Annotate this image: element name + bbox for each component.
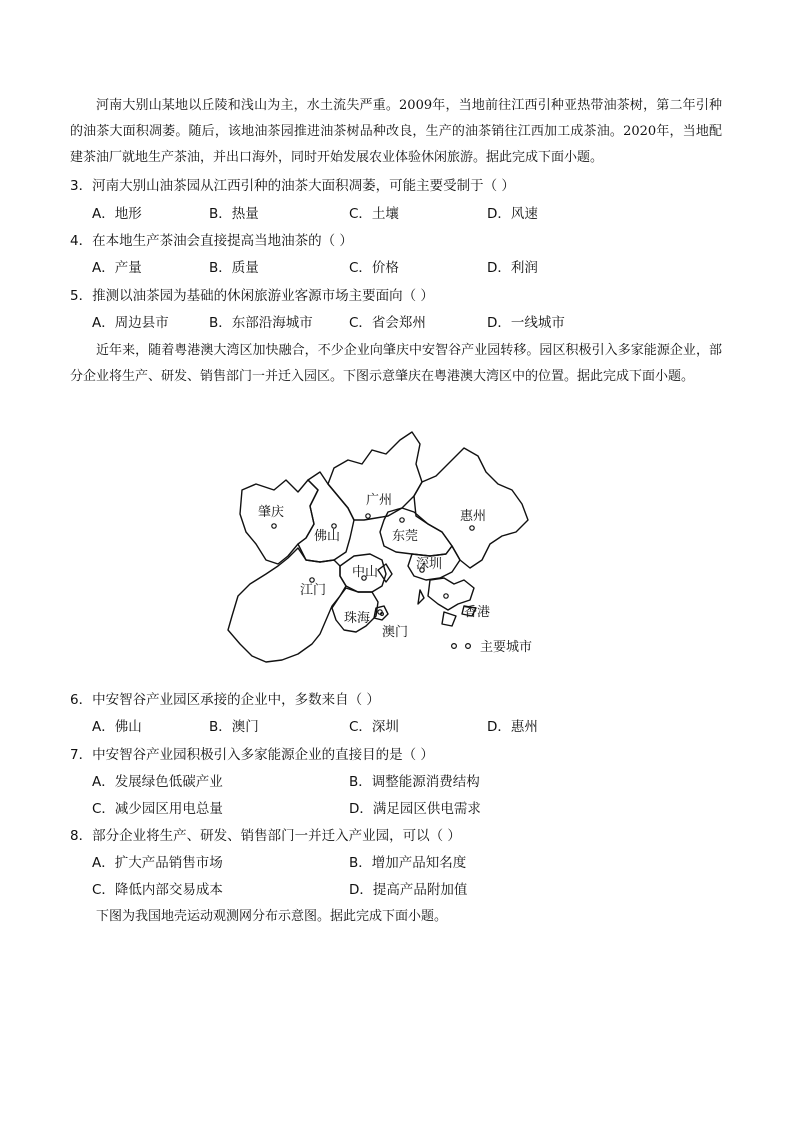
label-macau: 澳门 [382,625,409,640]
q6-option-b[interactable]: B．澳门 [209,719,259,735]
q8-option-b[interactable]: B．增加产品知名度 [349,855,467,871]
q3-option-a[interactable]: A．地形 [92,206,142,222]
passage-crustal-network: 下图为我国地壳运动观测网分布示意图。据此完成下面小题。 [96,909,448,924]
city-dot-dongguan [400,518,404,522]
region-foshan [298,472,354,562]
q8-option-d[interactable]: D．提高产品附加值 [349,882,468,898]
q5-option-d[interactable]: D．一线城市 [487,315,565,331]
label-hongkong: 香港 [464,605,491,620]
q8-option-a[interactable]: A．扩大产品销售市场 [92,855,223,871]
city-dot-zhaoqing [272,524,276,528]
q7-option-a[interactable]: A．发展绿色低碳产业 [92,774,223,790]
label-jiangmen: 江门 [300,583,327,598]
region-zhaoqing [240,480,318,564]
city-dot-hongkong [444,594,448,598]
label-zhuhai: 珠海 [344,611,371,626]
q3-option-d[interactable]: D．风速 [487,206,538,222]
q6-option-d[interactable]: D．惠州 [487,719,538,735]
city-dot-guangzhou [366,514,370,518]
city-dot-huizhou [470,526,474,530]
q5-option-c[interactable]: C．省会郑州 [349,315,426,331]
label-zhongshan: 中山 [352,565,379,580]
legend-dot-2 [466,644,471,649]
q5-option-b[interactable]: B．东部沿海城市 [209,315,313,331]
label-huizhou: 惠州 [460,509,487,524]
city-dot-macau [381,613,384,616]
q7-option-c[interactable]: C．减少园区用电总量 [92,801,223,817]
city-dot-jiangmen [310,578,314,582]
q6-option-c[interactable]: C．深圳 [349,719,399,735]
q3-option-c[interactable]: C．土壤 [349,206,399,222]
question-7-stem: 7．中安智谷产业园积极引入多家能源企业的直接目的是（ ） [70,747,434,763]
q7-option-d[interactable]: D．满足园区供电需求 [349,801,481,817]
q4-option-c[interactable]: C．价格 [349,260,399,276]
question-3-stem: 3．河南大别山油茶园从江西引种的油茶大面积凋萎，可能主要受制于（ ） [70,178,515,194]
label-zhaoqing: 肇庆 [258,505,285,520]
label-guangzhou: 广州 [366,493,393,508]
label-shenzhen: 深圳 [416,557,443,572]
question-4-stem: 4．在本地生产茶油会直接提高当地油茶的（ ） [70,233,353,249]
greater-bay-area-map [216,420,546,672]
legend-label: 主要城市 [480,640,533,655]
q5-option-a[interactable]: A．周边县市 [92,315,169,331]
label-dongguan: 东莞 [392,529,419,544]
q4-option-d[interactable]: D．利润 [487,260,538,276]
q3-option-b[interactable]: B．热量 [209,206,259,222]
question-5-stem: 5．推测以油茶园为基础的休闲旅游业客源市场主要面向（ ） [70,288,434,304]
legend-dot-1 [452,644,457,649]
q8-option-c[interactable]: C．降低内部交易成本 [92,882,223,898]
passage-greater-bay-area: 近年来，随着粤港澳大湾区加快融合，不少企业向肇庆中安智谷产业园转移。园区积极引入多家能源企业，部分企业将生产、研发、销售部门一并迁入园区。下图示意肇庆在粤港澳大湾区中的位置。据此完成下面小题。 [70,343,722,384]
q4-option-a[interactable]: A．产量 [92,260,142,276]
question-6-stem: 6．中安智谷产业园区承接的企业中，多数来自（ ） [70,692,380,708]
city-dot-foshan [332,524,336,528]
city-dot-zhuhai [378,610,382,614]
question-8-stem: 8．部分企业将生产、研发、销售部门一并迁入产业园，可以（ ） [70,828,461,844]
region-jiangmen [228,548,346,662]
q6-option-a[interactable]: A．佛山 [92,719,142,735]
q7-option-b[interactable]: B．调整能源消费结构 [349,774,480,790]
label-foshan: 佛山 [314,529,341,544]
passage-tea-oil: 河南大别山某地以丘陵和浅山为主，水土流失严重。2009年，当地前往江西引种亚热带油茶树，第二年引种的油茶大面积凋萎。随后，该地油茶园推进油茶树品种改良，生产的油茶销往江西加工成茶油。2020年，当地配建茶油厂就地生产茶油，并出口海外，同时开始发展农业体验休闲旅游。据此完成下面小题。 [70,98,722,165]
region-huizhou [414,448,528,568]
q4-option-b[interactable]: B．质量 [209,260,259,276]
